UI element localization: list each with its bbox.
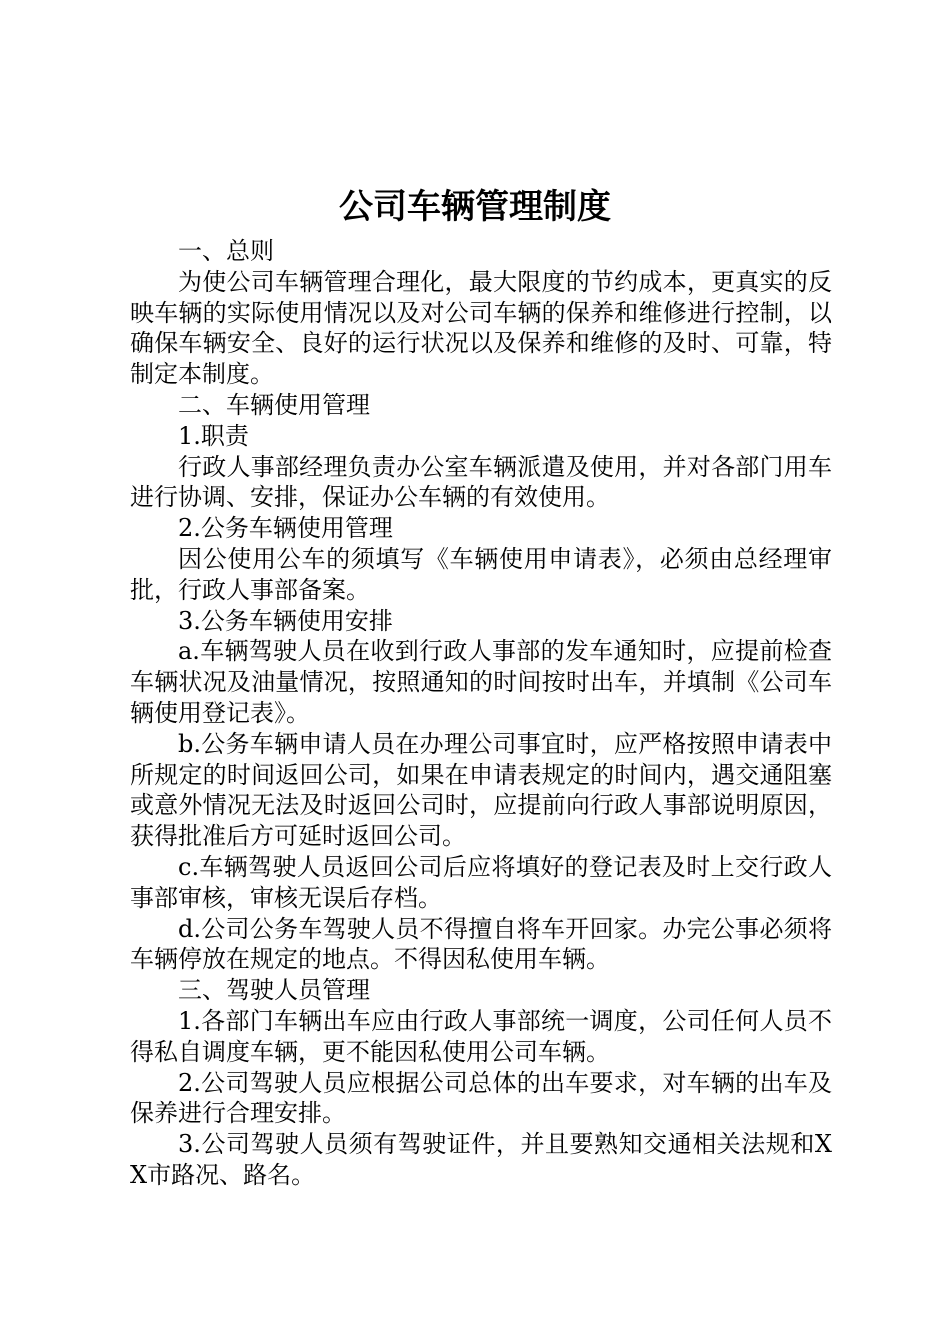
paragraph-responsibility: 行政人事部经理负责办公室车辆派遣及使用，并对各部门用车进行协调、安排，保证办公车辆的有效使用。 xyxy=(130,452,832,512)
paragraph-driver-1: 1.各部门车辆出车应由行政人事部统一调度，公司任何人员不得私自调度车辆，更不能因私使用公司车辆。 xyxy=(130,1006,832,1066)
paragraph-item-d: d.公司公务车驾驶人员不得擅自将车开回家。办完公事必须将车辆停放在规定的地点。不得因私使用车辆。 xyxy=(130,914,832,974)
section-heading-driver-management: 三、驾驶人员管理 xyxy=(178,976,370,1005)
paragraph-item-b: b.公务车辆申请人员在办理公司事宜时，应严格按照申请表中所规定的时间返回公司，如果在申请表规定的时间内，遇交通阻塞或意外情况无法及时返回公司时，应提前向行政人事部说明原因，获得批准后方可延时返回公司。 xyxy=(130,729,832,851)
paragraph-driver-2: 2.公司驾驶人员应根据公司总体的出车要求，对车辆的出车及保养进行合理安排。 xyxy=(130,1068,832,1128)
section-heading-vehicle-use: 二、车辆使用管理 xyxy=(178,390,370,419)
subheading-official-use: 2.公务车辆使用管理 xyxy=(178,514,393,543)
paragraph-item-c: c.车辆驾驶人员返回公司后应将填好的登记表及时上交行政人事部审核，审核无误后存档。 xyxy=(130,852,832,912)
section-heading-general: 一、总则 xyxy=(178,237,274,265)
subheading-arrangement: 3.公务车辆使用安排 xyxy=(178,606,393,635)
subheading-responsibility: 1.职责 xyxy=(178,421,249,450)
paragraph-official-use: 因公使用公车的须填写《车辆使用申请表》，必须由总经理审批，行政人事部备案。 xyxy=(130,544,832,604)
paragraph-purpose: 为使公司车辆管理合理化，最大限度的节约成本，更真实的反映车辆的实际使用情况以及对公司车辆的保养和维修进行控制，以确保车辆安全、良好的运行状况以及保养和维修的及时、可靠，特制定本制度。 xyxy=(130,267,832,389)
document-title: 公司车辆管理制度 xyxy=(339,187,611,227)
paragraph-driver-3: 3.公司驾驶人员须有驾驶证件，并且要熟知交通相关法规和XX市路况、路名。 xyxy=(130,1130,832,1189)
document-body xyxy=(130,236,832,1191)
paragraph-item-a: a.车辆驾驶人员在收到行政人事部的发车通知时，应提前检查车辆状况及油量情况，按照通知的时间按时出车，并填制《公司车辆使用登记表》。 xyxy=(130,637,832,727)
